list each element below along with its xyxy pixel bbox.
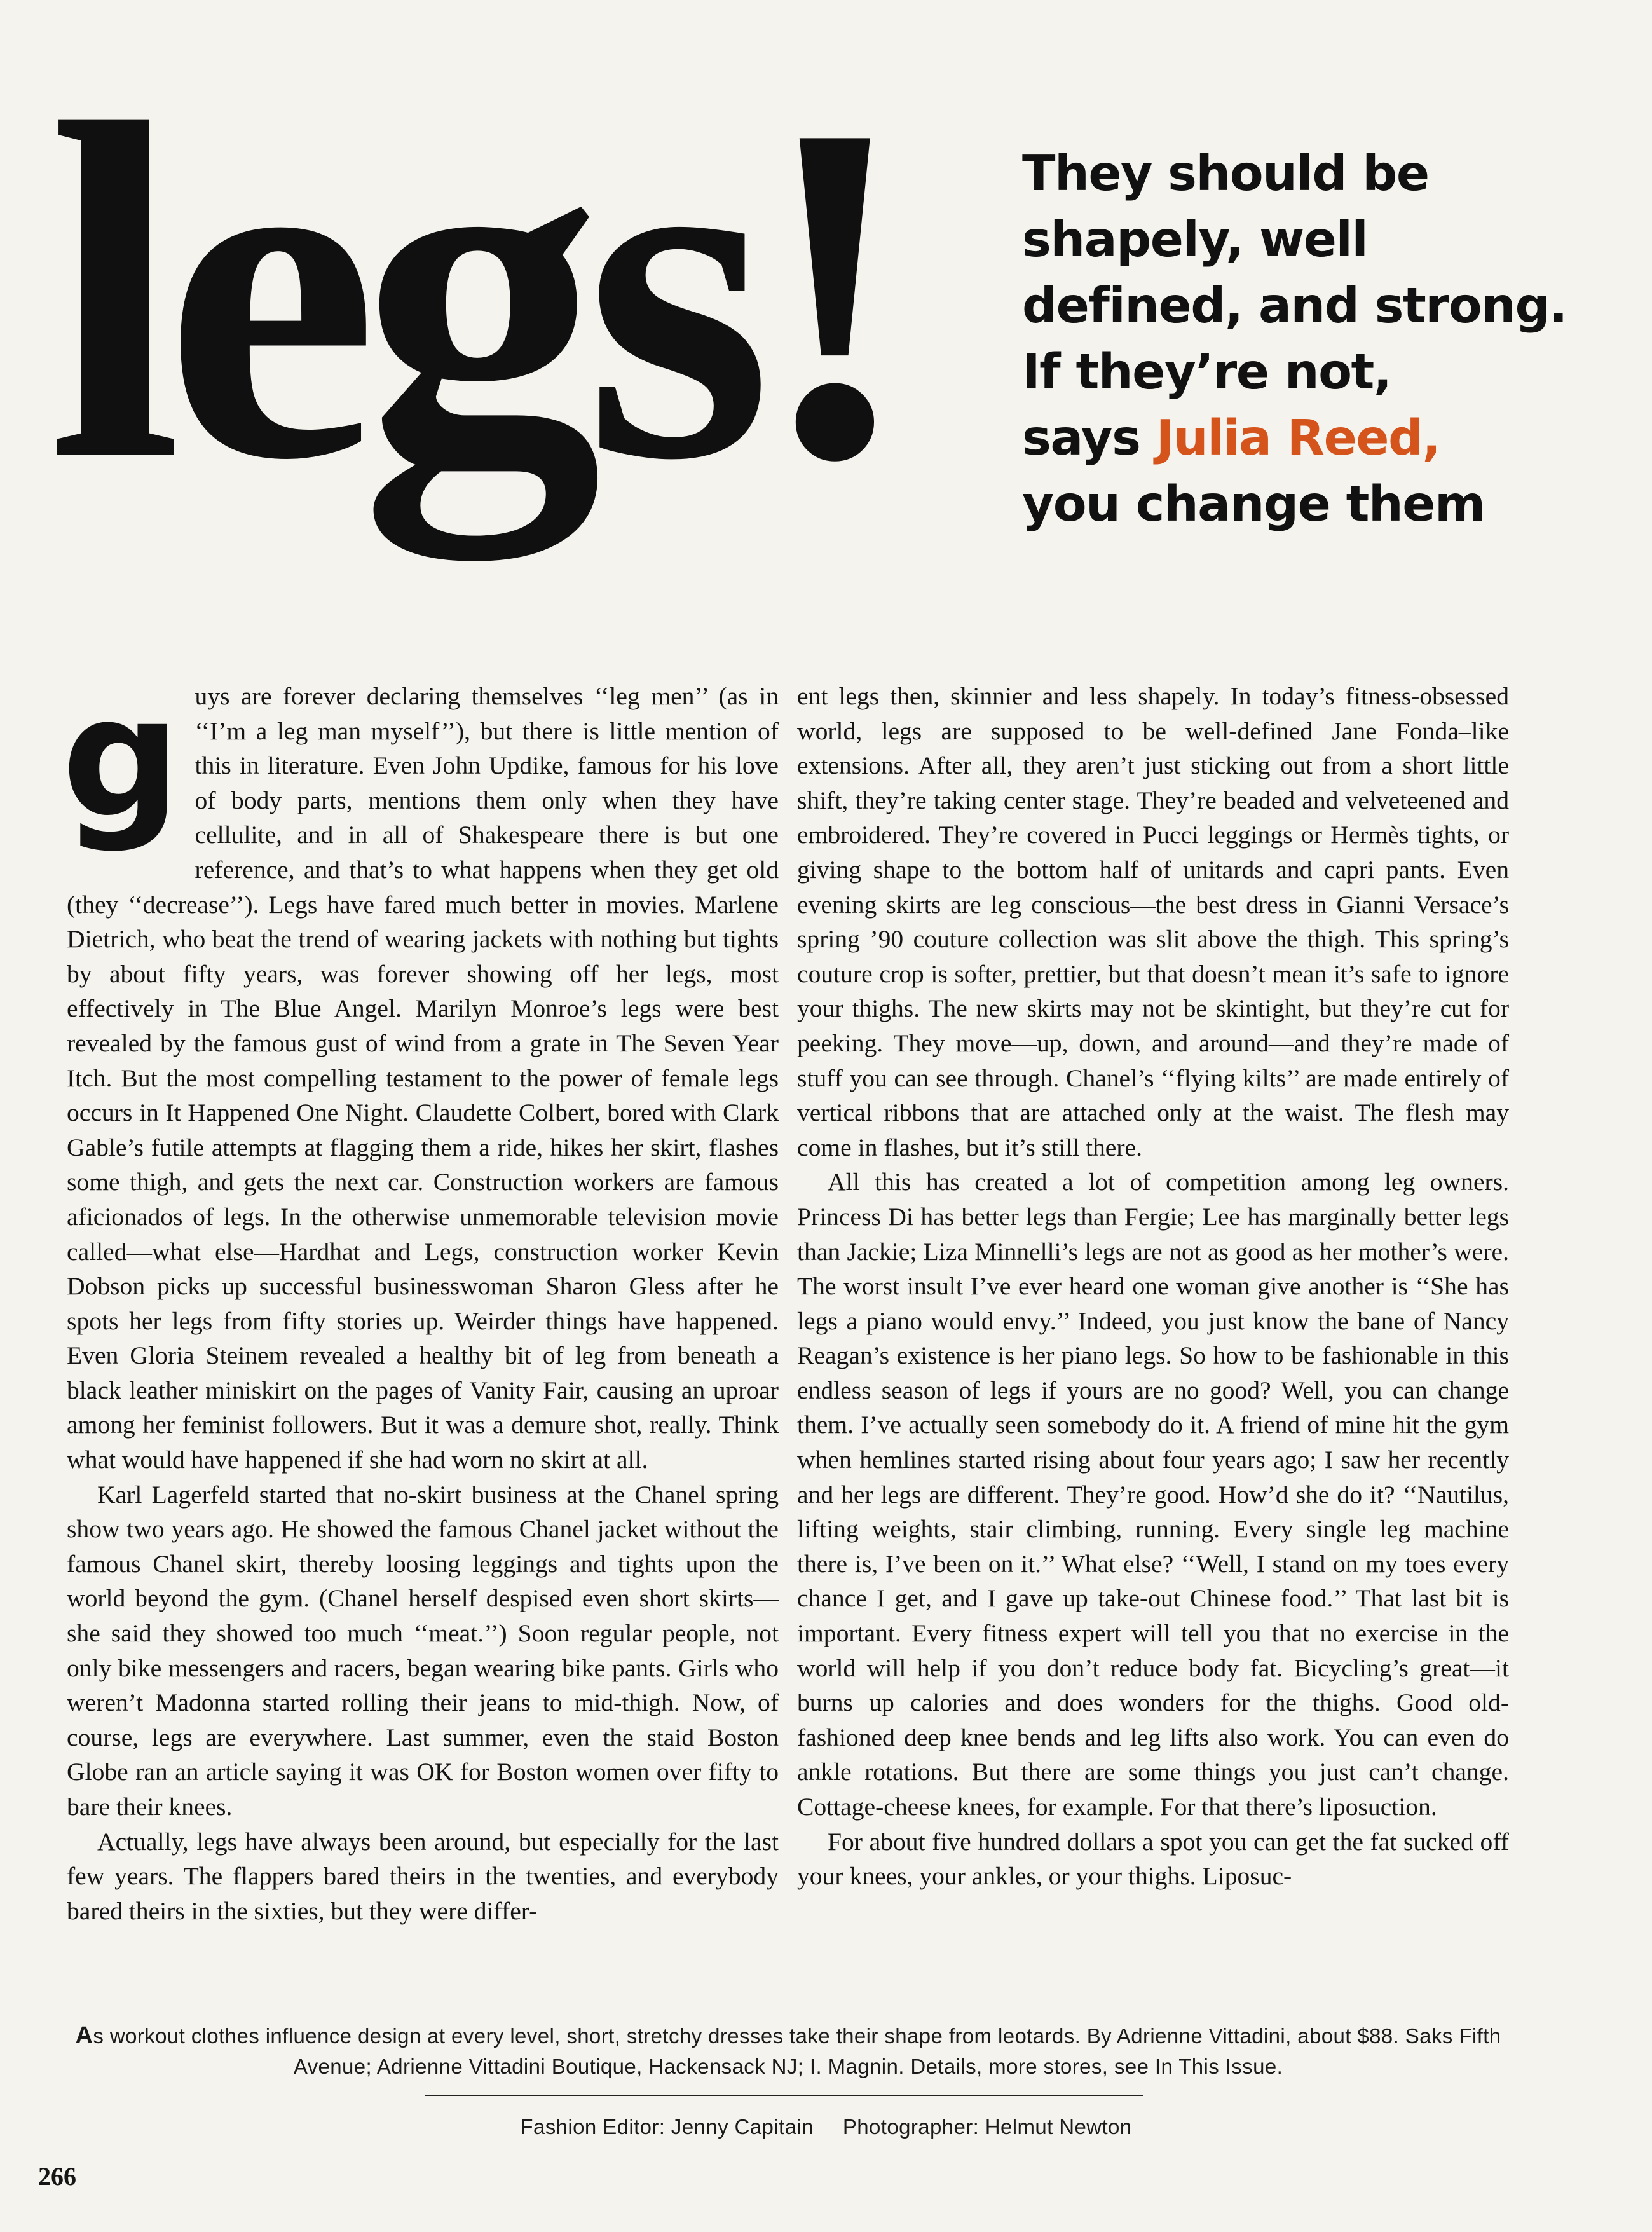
article-paragraph: Karl Lagerfeld started that no-skirt business at the Chanel spring show two years ago. He showed the famous Chanel jacket without the famous Chanel skirt, thereby loosing leggings and tights upon the world beyond the gym. (Chanel herself despised even short skirts—she said they showed too much ‘‘meat.’’) Soon regular people, not only bike messengers and racers, began wearing bike pants. Girls who weren’t Madonna started rolling their jeans to mid-thigh. Now, of course, legs are everywhere. Last summer, even the staid Boston Globe ran an article saying it was OK for Boston women over fifty to bare their knees. — [67, 1480, 779, 1821]
deck-line: you change them — [1022, 476, 1485, 533]
article-paragraph: For about five hundred dollars a spot you can get the fat sucked off your knees, your ankles, or your thighs. Liposuc- — [797, 1827, 1509, 1891]
article-paragraph: All this has created a lot of competition among leg owners. Princess Di has better legs than Fergie; Lee has marginally better legs than Jackie; Liza Minnelli’s legs are not as good as her mother’s were. The worst insult I’ve ever heard one woman give another is ‘‘She has legs a piano would envy.’’ Indeed, you just know the bane of Nancy Reagan’s existence is her piano legs. So how to be fashionable in this endless season of legs if yours are no good? Well, you can change them. I’ve actually seen somebody do it. A friend of mine hit the gym when hemlines started rising about four years ago; I saw her recently and her legs are different. They’re good. How’d she do it? ‘‘Nautilus, lifting weights, stair climbing, running. Every single leg machine there is, I’ve been on it.’’ What else? ‘‘Well, I stand on my toes every chance I get, and I gave up take-out Chinese food.’’ That last bit is important. Every fitness expert will tell you that no exercise in the world will help if you don’t reduce body fat. Bicycling’s great—it burns up calories and does wonders for the thighs. Good old-fashioned deep knee bends and leg lifts also work. You can even do ankle rotations. But there are some things you just can’t change. Cottage-cheese knees, for example. For that there’s liposuction. — [797, 1168, 1509, 1821]
article-paragraph: Actually, legs have always been around, but especially for the last few years. The flappers bared theirs in the twenties, and everybody bared theirs in the sixties, but they were differ- — [67, 1827, 779, 1925]
article-column-right — [797, 679, 1509, 1894]
page-number: 266 — [38, 2162, 76, 2191]
article-paragraph: ent legs then, skinnier and less shapely. In today’s fitness-obsessed world, legs are supposed to be well-defined Jane Fonda–like extensions. After all, they aren’t just sticking out from a short little shift, they’re taking center stage. They’re beaded and velveteened and embroidered. They’re covered in Pucci leggings or Hermès tights, or giving shape to the bottom half of unitards and capri pants. Even evening skirts are leg conscious—the best dress in Gianni Versace’s spring ’90 couture collection was slit above the thigh. This spring’s couture crop is softer, prettier, but that doesn’t mean it’s safe to ignore your thighs. The new skirts may not be skintight, but they’re cut for peeking. They move—up, down, and around—and they’re made of stuff you can see through. Chanel’s ‘‘flying kilts’’ are made entirely of vertical ribbons that are attached only at the waist. The flesh may come in flashes, but it’s still there. — [797, 682, 1509, 1161]
article-paragraph: uys are forever declaring themselves ‘‘leg men’’ (as in ‘‘I’m a leg man myself’’), but there is little mention of this in literature. Even John Updike, famous for his love of body parts, mentions them only when they have cellulite, and in all of Shakespeare there is but one reference, and that’s to what happens when they get old (they ‘‘decrease’’). Legs have fared much better in movies. Marlene Dietrich, who beat the trend of wearing jackets with nothing but tights by about fifty years, was forever showing off her legs, most effectively in The Blue Angel. Marilyn Monroe’s legs were best revealed by the famous gust of wind from a grate in The Seven Year Itch. But the most compelling testament to the power of female legs occurs in It Happened One Night. Claudette Colbert, bored with Clark Gable’s futile attempts at flagging them a ride, hikes her skirt, flashes some thigh, and gets the next car. Construction workers are famous aficionados of legs. In the otherwise unmemorable television movie called—what else—Hardhat and Legs, construction worker Kevin Dobson picks up successful businesswoman Sharon Gless after he spots her legs from fifty stories up. Weirder things have happened. Even Gloria Steinem revealed a healthy bit of leg from beneath a black leather miniskirt on the pages of Vanity Fair, causing an uproar among her feminist followers. But it was a demure shot, really. Think what would have happened if she had worn no skirt at all. — [67, 682, 779, 1474]
author-name: Julia Reed, — [1156, 410, 1440, 467]
deck-line: If they’re not, — [1022, 344, 1391, 401]
deck-line: shapely, well — [1022, 212, 1368, 268]
deck-line: They should be — [1022, 146, 1429, 202]
deck-line: defined, and strong. — [1022, 278, 1567, 334]
deck-byline — [1022, 406, 1594, 472]
credits — [0, 2115, 1652, 2139]
headline: legs! — [48, 25, 898, 559]
photo-caption — [70, 2020, 1506, 2082]
caption-initial: A — [75, 2022, 93, 2049]
divider-rule — [425, 2095, 1143, 2096]
article-column-left — [62, 661, 779, 1928]
deck-says: says — [1022, 410, 1156, 467]
drop-cap: g — [62, 661, 181, 854]
caption-text: s workout clothes influence design at every level, short, stretchy dresses take their shape from leotards. By Adrienne Vittadini, about $88. Saks Fifth Avenue; Adrienne Vittadini Boutique, Hackensack NJ; I. Magnin. Details, more stores, see In This Issue. — [93, 2024, 1501, 2078]
deck — [1022, 141, 1594, 538]
fashion-editor-credit: Fashion Editor: Jenny Capitain — [520, 2115, 814, 2139]
photographer-credit: Photographer: Helmut Newton — [842, 2115, 1132, 2139]
